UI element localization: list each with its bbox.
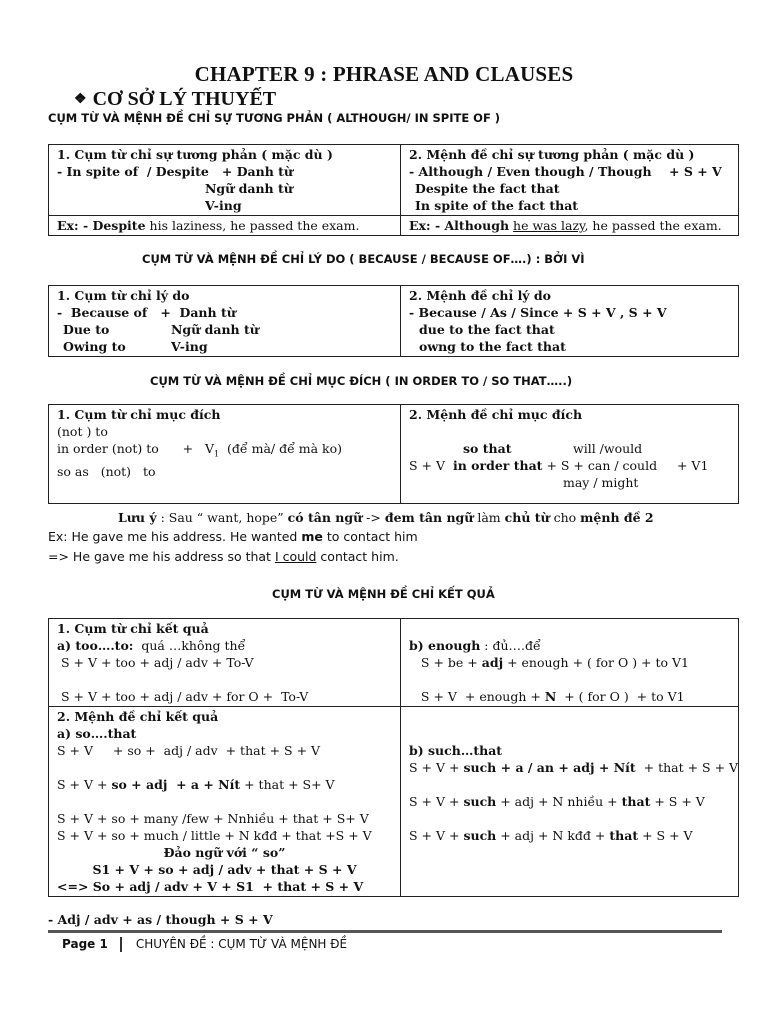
cell-phrase: + adj + N kđđ + xyxy=(496,828,610,843)
cell-phrase: + S + V xyxy=(638,828,693,843)
cell-line: S1 + V + so + adj / adv + that + S + V xyxy=(92,862,357,877)
cell-phrase: + S + V xyxy=(650,794,705,809)
reason-right-cell xyxy=(401,286,739,357)
cell-title: 1. Cụm từ chỉ kết quả xyxy=(57,621,209,636)
purpose-heading: CỤM TỪ VÀ MỆNH ĐỀ CHỈ MỤC ĐÍCH ( IN ORDER TO / SO THAT…..) xyxy=(150,374,573,388)
result-clause-left-cell xyxy=(49,707,401,897)
cell-phrase: adj xyxy=(481,655,504,670)
note-bold: đem tân ngữ xyxy=(384,510,474,525)
contrast-right-example xyxy=(401,216,739,236)
section-subtitle xyxy=(74,88,276,111)
table-row xyxy=(49,619,739,707)
cell-phrase: S + V + xyxy=(409,760,464,775)
cell-phrase: S + V + enough + xyxy=(409,689,545,704)
purpose-left-cell xyxy=(49,405,401,504)
cell-phrase: + that + S + V xyxy=(635,760,739,775)
cell-line: Ngữ danh từ xyxy=(205,181,293,196)
reason-heading: CỤM TỪ VÀ MỆNH ĐỀ CHỈ LÝ DO ( BECAUSE / BECAUSE OF….) : BỞI VÌ xyxy=(142,252,585,266)
cell-line xyxy=(57,793,392,810)
cell-phrase: in order (not) to + V xyxy=(57,441,215,456)
example-text: contact him. xyxy=(316,549,399,564)
cell-line xyxy=(57,321,392,338)
cell-phrase: Due to xyxy=(63,322,110,337)
example-text: his laziness, he passed the exam. xyxy=(145,218,360,233)
cell-line xyxy=(409,423,730,440)
purpose-right-cell xyxy=(401,405,739,504)
cell-line xyxy=(57,671,392,688)
contrast-left-cell xyxy=(49,145,401,216)
cell-title: 2. Mệnh đề chỉ sự tương phản ( mặc dù ) xyxy=(409,147,695,162)
cell-line: Despite the fact that xyxy=(415,181,560,196)
cell-phrase: + adj + N nhiều + xyxy=(496,794,622,809)
result-left-cell xyxy=(49,619,401,707)
cell-line: S + V + so + much / little + N kđđ + that +S + V xyxy=(57,828,372,843)
note-text: : Sau “ want, hope” xyxy=(156,510,288,525)
result-right-cell xyxy=(401,619,739,707)
note-bold: mệnh đề 2 xyxy=(580,510,654,525)
cell-title: 1. Cụm từ chỉ lý do xyxy=(57,288,190,303)
cell-phrase: b) enough xyxy=(409,638,481,653)
cell-phrase: Owing to xyxy=(63,339,126,354)
page-number: Page 1 xyxy=(62,937,108,951)
cell-phrase: S + V + xyxy=(409,828,464,843)
note-line xyxy=(118,510,654,525)
cell-line xyxy=(409,793,730,810)
cell-phrase: S + V xyxy=(409,458,446,473)
cell-line: - In spite of / Despite + Danh từ xyxy=(57,164,294,179)
cell-phrase: such + a / an + adj + Nít xyxy=(463,760,636,775)
cell-title: b) such…that xyxy=(409,743,503,758)
cell-line: S + V + too + adj / adv + To-V xyxy=(57,655,254,670)
example-text: , he passed the exam. xyxy=(584,218,722,233)
cell-line: (not ) to xyxy=(57,424,108,439)
table-row xyxy=(49,707,739,897)
footer-topic: CHUYÊN ĐỀ : CỤM TỪ VÀ MỆNH ĐỀ xyxy=(135,937,348,951)
footer-divider xyxy=(48,930,722,933)
cell-phrase: quá …không thể xyxy=(133,638,246,653)
cell-phrase: S + be + xyxy=(409,655,482,670)
contrast-right-cell xyxy=(401,145,739,216)
cell-line xyxy=(57,776,392,793)
cell-phrase: such xyxy=(463,794,497,809)
cell-line: - Because of + Danh từ xyxy=(57,305,236,320)
cell-line xyxy=(409,725,730,742)
reason-left-cell xyxy=(49,286,401,357)
cell-phrase: will /would xyxy=(573,441,643,456)
page-footer xyxy=(62,937,347,952)
contrast-table xyxy=(48,144,739,236)
cell-line: may / might xyxy=(563,475,639,490)
cell-line: S + V + so + adj / adv + that + S + V xyxy=(57,743,321,758)
cell-line: - Although / Even though / Though + S + V xyxy=(409,164,722,179)
example-text: Ex: He gave me his address. He wanted xyxy=(48,529,302,544)
table-row xyxy=(49,405,739,504)
diamond-bullet-icon: ❖ xyxy=(74,92,87,107)
cell-phrase: Ngữ danh từ xyxy=(171,322,259,337)
cell-phrase: + S + can / could + V1 xyxy=(546,458,709,473)
cell-phrase: V-ing xyxy=(171,339,208,354)
footer-separator xyxy=(120,937,122,952)
cell-phrase: so + adj xyxy=(111,777,168,792)
example-label: Ex: - Despite xyxy=(57,218,146,233)
note-example-1 xyxy=(48,529,418,544)
cell-line xyxy=(409,759,739,776)
cell-phrase: such xyxy=(463,828,497,843)
example-text: => He gave me his address so that xyxy=(48,549,275,564)
table-row xyxy=(49,216,739,236)
example-underline: he was lazy xyxy=(513,218,585,233)
cell-line xyxy=(57,759,392,776)
cell-title: 1. Cụm từ chỉ sự tương phản ( mặc dù ) xyxy=(57,147,333,162)
cell-line xyxy=(57,637,392,654)
note-example-2 xyxy=(48,549,399,564)
cell-title: 2. Mệnh đề chỉ kết quả xyxy=(57,709,219,724)
chapter-title: CHAPTER 9 : PHRASE AND CLAUSES xyxy=(194,62,574,86)
cell-title: 2. Mệnh đề chỉ lý do xyxy=(409,288,552,303)
example-label: Ex: - Although xyxy=(409,218,510,233)
cell-line xyxy=(409,688,730,705)
cell-line: so as (not) to xyxy=(57,463,156,479)
cell-line: a) so….that xyxy=(57,726,137,741)
cell-phrase: N xyxy=(544,689,557,704)
example-text: to contact him xyxy=(322,529,418,544)
cell-phrase: that xyxy=(621,794,651,809)
result-heading: CỤM TỪ VÀ MỆNH ĐỀ CHỈ KẾT QUẢ xyxy=(272,587,495,601)
cell-line xyxy=(409,637,730,654)
cell-phrase: + enough + ( for O ) + to V1 xyxy=(503,655,689,670)
cell-line: owng to the fact that xyxy=(419,339,566,354)
cell-line xyxy=(409,620,730,637)
cell-line: S + V + so + many /few + Nnhiều + that + S+ V xyxy=(57,811,369,826)
cell-phrase: : đủ….để xyxy=(480,638,541,653)
contrast-left-example xyxy=(49,216,401,236)
cell-line xyxy=(57,338,392,355)
cell-line: due to the fact that xyxy=(419,322,555,337)
cell-title: 1. Cụm từ chỉ mục đích xyxy=(57,407,221,422)
cell-phrase: a) too….to: xyxy=(57,638,134,653)
cell-line: Đảo ngữ với “ so” xyxy=(163,845,286,860)
result-table xyxy=(48,618,739,897)
cell-line: In spite of the fact that xyxy=(415,198,579,213)
note-bold: chủ từ xyxy=(504,510,550,525)
note-bold: có tân ngữ xyxy=(287,510,363,525)
result-clause-right-cell xyxy=(401,707,739,897)
purpose-table xyxy=(48,404,739,504)
contrast-heading: CỤM TỪ VÀ MỆNH ĐỀ CHỈ SỰ TƯƠNG PHẢN ( ALTHOUGH/ IN SPITE OF ) xyxy=(48,111,501,125)
cell-line xyxy=(409,440,730,457)
subscript: 1 xyxy=(214,449,220,459)
note-label: Lưu ý xyxy=(118,510,157,525)
cell-line: <=> So + adj / adv + V + S1 + that + S + V xyxy=(57,879,364,894)
reason-table xyxy=(48,285,739,357)
cell-line xyxy=(409,776,730,793)
cell-phrase: + ( for O ) + to V1 xyxy=(556,689,685,704)
cell-line xyxy=(57,440,392,463)
cell-phrase: S + V + xyxy=(57,777,112,792)
last-rule-line: - Adj / adv + as / though + S + V xyxy=(48,912,273,927)
cell-phrase: so that xyxy=(463,441,512,456)
cell-line xyxy=(409,671,730,688)
cell-line xyxy=(409,457,730,474)
cell-phrase: (để mà/ để mà ko) xyxy=(219,441,343,456)
note-text: cho xyxy=(549,510,581,525)
example-underline: I could xyxy=(274,549,317,564)
subtitle-text: CƠ SỞ LÝ THUYẾT xyxy=(92,88,277,110)
cell-line xyxy=(409,810,730,827)
cell-phrase: S + V + xyxy=(409,794,464,809)
note-text: làm xyxy=(473,510,505,525)
cell-phrase: + a + Nít xyxy=(167,777,241,792)
cell-phrase: in order that xyxy=(452,458,543,473)
example-bold: me xyxy=(301,529,323,544)
table-row xyxy=(49,145,739,216)
note-text: -> xyxy=(362,510,385,525)
cell-phrase: + that + S+ V xyxy=(240,777,335,792)
cell-phrase: that xyxy=(609,828,639,843)
cell-line xyxy=(409,708,730,725)
table-row xyxy=(49,286,739,357)
cell-line xyxy=(409,827,730,844)
cell-title: 2. Mệnh đề chỉ mục đích xyxy=(409,407,583,422)
cell-line: - Because / As / Since + S + V , S + V xyxy=(409,305,667,320)
cell-line: S + V + too + adj / adv + for O + To-V xyxy=(57,689,309,704)
cell-line xyxy=(409,654,730,671)
cell-line: V-ing xyxy=(205,198,242,213)
